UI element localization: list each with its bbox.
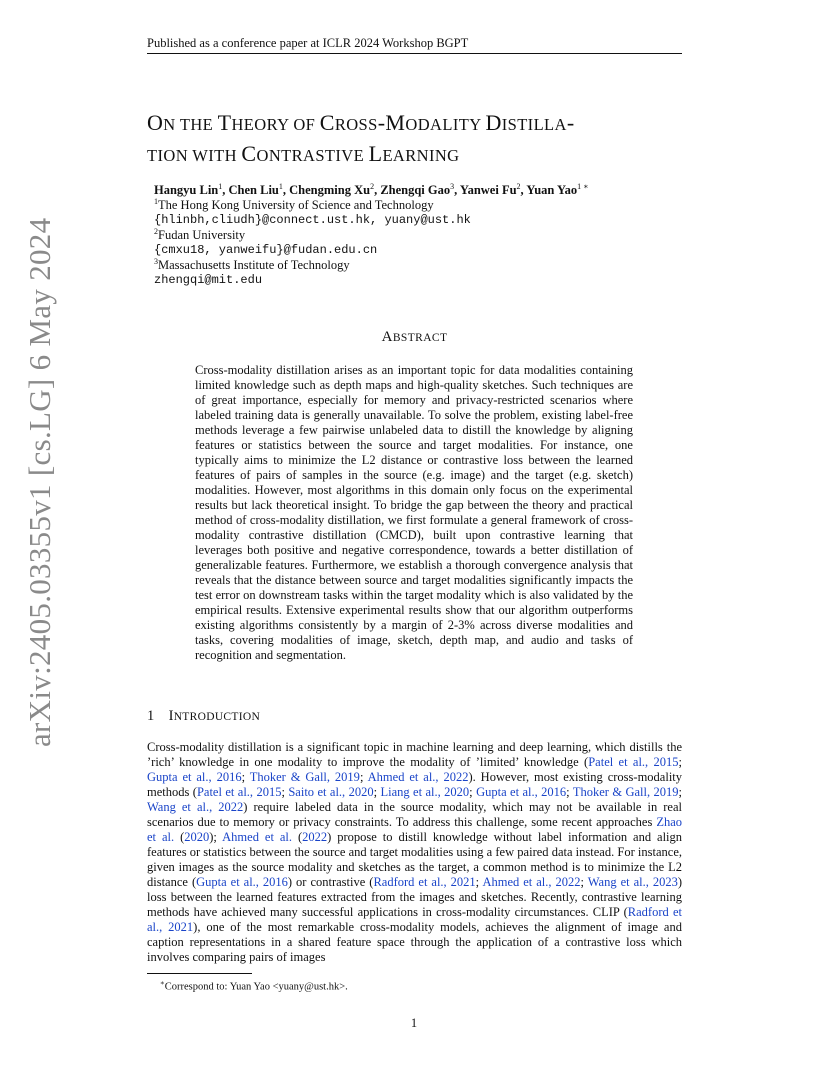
citation-link[interactable]: Gupta et al., 2016 (147, 770, 242, 784)
intro-text: ; (475, 875, 483, 889)
introduction-body (147, 740, 682, 965)
title-segment: L (368, 141, 383, 166)
citation-link[interactable]: Thoker & Gall, 2019 (572, 785, 679, 799)
section-title-segment: NTRODUCTION (173, 711, 261, 723)
author-names: Hangyu Lin$^1$, Chen Liu$^1$, Chengming Xu$^2$, Zhengqi Gao$^3$, Yanwei Fu$^2$, Yuan Yao$^{1 ∗}$ (154, 181, 589, 197)
intro-text: ; (373, 785, 381, 799)
title-line-2 (147, 139, 692, 170)
email-3[interactable]: zhengqi@mit.edu (154, 273, 263, 287)
email-1[interactable]: {hlinbh,cliudh}@connect.ust.hk, yuany@ust.hk (154, 213, 471, 227)
citation-link[interactable]: Liang et al., 2020 (380, 785, 470, 799)
abstract-heading (147, 329, 682, 346)
author-block (154, 183, 694, 288)
title-segment: TION WITH (147, 146, 242, 165)
author-affiliation-mark: 2 (370, 181, 375, 191)
intro-text: Cross-modality distillation is a significant topic in machine learning and deep learning, which distills the ’rich’ knowledge in one modality to improve the modality of ’limited’ knowledge ( (147, 740, 682, 769)
intro-text: ). However, most existing cross-modality methods ( (147, 770, 683, 799)
footnote: ∗Correspond to: Yuan Yao <yuany@ust.hk>. (160, 979, 348, 993)
citation-link[interactable]: Patel et al., 2015 (196, 785, 282, 799)
abstract-body: Cross-modality distillation arises as an important topic for data modalities containing limited knowledge such as depth maps and high-quality sketches. Such techniques are of great importance, especially for memory and privacy-restricted scenarios where labeled training data is generally unavailable. To solve the problem, existing label-free methods leverage a few pairwise unlabeled data to distill the knowledge by aligning features or statistics between the source and target modalities. For instance, one typically aims to minimize the L2 distance or contrastive loss between the learned features of pairs of samples in the source (e.g. image) and the target (e.g. sketch) modalities. However, most algorithms in this domain only focus on the experimental results but lack theoretical insight. To bridge the gap between the theory and practical method of cross-modality distillation, we first formulate a general framework of cross-modality contrastive distillation (CMCD), built upon contrastive learning that leverages both positive and negative correspondence, towards a better distillation of generalizable features. Furthermore, we establish a thorough convergence analysis that reveals that the distance between source and target modalities significantly impacts the test error on downstream tasks within the target modality which is also validated by the empirical results. Extensive experimental results show that our algorithm outperforms existing algorithms consistently by a margin of 2-3% across diverse modalities and tasks, covering modalities of image, sketch, depth map, and audio and tasks of recognition and segmentation. (195, 363, 633, 662)
citation-link[interactable]: Saito et al., 2020 (288, 785, 374, 799)
intro-text: ) loss between the learned features extracted from the images and sketches. Recently, contrastive learning methods have achieved many successful applications in cross-modality circumstances. CLIP ( (147, 875, 682, 919)
citation-link[interactable]: Ahmed et al., 2022 (367, 770, 469, 784)
author-affiliation-mark: 2 (516, 181, 521, 191)
intro-text: ; (469, 785, 477, 799)
arxiv-identifier: arXiv:2405.03355v1 [cs.LG] 6 May 2024 (22, 217, 57, 747)
title-segment: HEORY OF (231, 115, 320, 134)
affiliation-3: $^3$Massachusetts Institute of Technology (154, 256, 350, 272)
footnote-rule (147, 973, 252, 974)
title-segment: ONTRASTIVE (256, 146, 369, 165)
citation-link[interactable]: Gupta et al., 2016 (196, 875, 288, 889)
author-name: Yanwei Fu (459, 183, 517, 197)
title-segment: C (241, 141, 257, 166)
intro-text: ; (580, 875, 588, 889)
citation-link[interactable]: Ahmed et al. (222, 830, 293, 844)
author-name: Yuan Yao (526, 183, 578, 197)
intro-text: ; (359, 770, 368, 784)
intro-text: ; (566, 785, 573, 799)
citation-link[interactable]: Radford et al., 2021 (147, 905, 682, 934)
page-number: 1 (410, 1016, 418, 1030)
intro-text: ); (209, 830, 223, 844)
intro-text: ; (281, 785, 289, 799)
author-affiliation-mark: 3 (450, 181, 455, 191)
title-segment: EARNING (382, 146, 460, 165)
paper-title (147, 108, 692, 170)
citation-link[interactable]: Wang et al., 2023 (587, 875, 678, 889)
citation-link[interactable]: 2020 (184, 830, 210, 844)
section-title-segment: I (168, 708, 174, 724)
intro-text: ( (174, 830, 185, 844)
author-affiliation-mark: 1 (218, 181, 223, 191)
citation-link[interactable]: Wang et al., 2022 (147, 800, 244, 814)
title-segment: D (485, 110, 502, 135)
author-name: Chen Liu (228, 183, 279, 197)
intro-text: ( (292, 830, 303, 844)
intro-text: ) or contrastive ( (287, 875, 374, 889)
intro-text: ) propose to distill knowledge without label information and align features or statistics between the source and target modalities using a few paired data instead. For instance, given images as the source modality and sketches as the target, a common method is to minimize the L2 distance ( (147, 830, 683, 889)
section-title (169, 708, 261, 724)
author-name: Chengming Xu (289, 183, 371, 197)
intro-text: ; (678, 755, 682, 769)
title-segment: ODALITY (405, 115, 486, 134)
title-segment: -M (377, 110, 406, 135)
citation-link[interactable]: Radford et al., 2021 (373, 875, 476, 889)
intro-text: ), one of the most remarkable cross-modality models, achieves the alignment of image and caption representations in a shared feature space through the application of a contrastive loss which involves comparing pairs of images (147, 920, 682, 964)
intro-text: ) require labeled data in the source modality, which may not be available in real scenarios due to memory or privacy constraints. To address this challenge, some recent approaches (147, 800, 682, 829)
intro-text: ; (678, 785, 682, 799)
author-name: Zhengqi Gao (380, 183, 451, 197)
title-segment: - (566, 110, 575, 135)
section-number: 1 (147, 708, 155, 724)
citation-link[interactable]: Ahmed et al., 2022 (482, 875, 581, 889)
title-segment: N THE (163, 115, 218, 134)
section-heading-introduction (147, 708, 682, 725)
citation-link[interactable]: Zhao et al. (147, 815, 682, 844)
title-segment: C (319, 110, 335, 135)
intro-text: ; (241, 770, 250, 784)
citation-link[interactable]: Gupta et al., 2016 (476, 785, 567, 799)
title-segment: ISTILLA (501, 115, 567, 134)
citation-link[interactable]: Patel et al., 2015 (588, 755, 679, 769)
author-affiliation-mark: 1 (278, 181, 283, 191)
author-name: Hangyu Lin (154, 183, 219, 197)
affiliation-2: $^2$Fudan University (154, 226, 246, 242)
title-line-1 (147, 108, 692, 139)
citation-link[interactable]: 2022 (302, 830, 328, 844)
affiliation-1: $^1$The Hong Kong University of Science and Technology (154, 196, 434, 212)
email-2[interactable]: {cmxu18, yanweifu}@fudan.edu.cn (154, 243, 378, 257)
abstract-heading-segment: BSTRACT (392, 332, 448, 344)
title-segment: T (217, 110, 232, 135)
citation-link[interactable]: Thoker & Gall, 2019 (249, 770, 360, 784)
running-header: Published as a conference paper at ICLR 2024 Workshop BGPT (147, 35, 682, 54)
abstract-heading-segment: A (381, 329, 393, 345)
title-segment: O (147, 110, 164, 135)
title-segment: ROSS (334, 115, 378, 134)
author-affiliation-mark: 1 ∗ (577, 181, 589, 191)
